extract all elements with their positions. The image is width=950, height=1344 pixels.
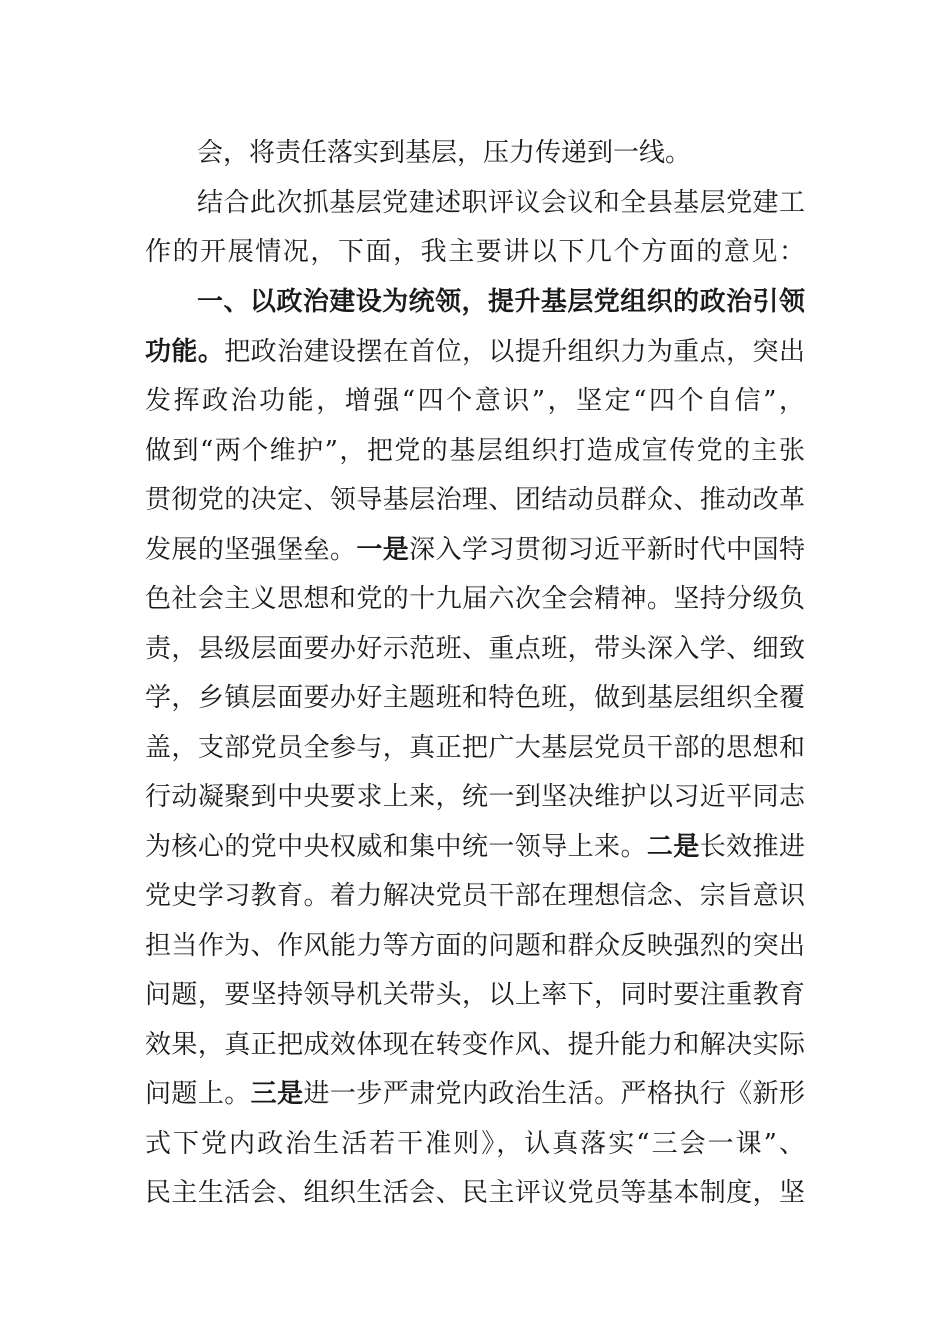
point-marker-two: 二是	[646, 832, 700, 862]
section-heading-line	[197, 282, 805, 322]
line-text: 盖，支部党员全参与，真正把广大基层党员干部的思想和	[145, 733, 805, 763]
text-line-2	[197, 183, 805, 223]
point-marker-three: 三是	[250, 1079, 304, 1109]
text-line-18	[145, 975, 805, 1015]
text-line-11	[145, 629, 805, 669]
line-text: 民主生活会、组织生活会、民主评议党员等基本制度，坚	[145, 1178, 805, 1208]
line-text: 贯彻党的决定、领导基层治理、团结动员群众、推动改革	[145, 485, 805, 515]
text-line-17	[145, 926, 805, 966]
text-line-14	[145, 777, 805, 817]
line-text: 会，将责任落实到基层，压力传递到一线。	[197, 138, 692, 168]
line-text: 行动凝聚到中央要求上来，统一到坚决维护以习近平同志	[145, 782, 805, 812]
line-text: 进一步严肃党内政治生活。严格执行《新形	[303, 1079, 805, 1109]
line-text: 把政治建设摆在首位，以提升组织力为重点，突出	[224, 337, 805, 367]
text-line-12	[145, 678, 805, 718]
line-text: 发挥政治功能，增强“四个意识”，坚定“四个自信”，	[145, 386, 805, 416]
text-line-22	[145, 1173, 805, 1213]
text-line-13	[145, 728, 805, 768]
line-text: 担当作为、作风能力等方面的问题和群众反映强烈的突出	[145, 931, 805, 961]
line-text: 式下党内政治生活若干准则》，认真落实“三会一课”、	[145, 1129, 805, 1159]
text-line-9	[145, 530, 805, 570]
text-line-7	[145, 431, 805, 471]
line-text: 为核心的党中央权威和集中统一领导上来。	[145, 832, 647, 862]
section-heading-end: 功能。	[145, 337, 225, 367]
line-text: 结合此次抓基层党建述职评议会议和全县基层党建工	[197, 188, 805, 218]
text-line-20	[145, 1074, 805, 1114]
line-text: 做到“两个维护”，把党的基层组织打造成宣传党的主张	[145, 436, 805, 466]
text-line-8	[145, 480, 805, 520]
line-text: 学，乡镇层面要办好主题班和特色班，做到基层组织全覆	[145, 683, 805, 713]
text-line-6	[145, 381, 805, 421]
line-text: 作的开展情况，下面，我主要讲以下几个方面的意见：	[145, 237, 805, 267]
text-line-21	[145, 1124, 805, 1164]
text-line-3	[145, 232, 805, 272]
line-text: 长效推进	[699, 832, 805, 862]
text-line-16	[145, 876, 805, 916]
point-marker-one: 一是	[356, 535, 410, 565]
line-text: 深入学习贯彻习近平新时代中国特	[409, 535, 805, 565]
text-line-19	[145, 1025, 805, 1065]
text-line-10	[145, 579, 805, 619]
text-line-5	[145, 332, 805, 372]
line-text: 问题，要坚持领导机关带头，以上率下，同时要注重教育	[145, 980, 805, 1010]
line-text: 色社会主义思想和党的十九届六次全会精神。坚持分级负	[145, 584, 805, 614]
section-heading: 一、以政治建设为统领，提升基层党组织的政治引领	[197, 287, 805, 317]
line-text: 责，县级层面要办好示范班、重点班，带头深入学、细致	[145, 634, 805, 664]
text-line-1	[197, 133, 805, 173]
text-line-15	[145, 827, 805, 867]
line-text: 党史学习教育。着力解决党员干部在理想信念、宗旨意识	[145, 881, 805, 911]
line-text: 问题上。	[145, 1079, 251, 1109]
line-text: 效果，真正把成效体现在转变作风、提升能力和解决实际	[145, 1030, 805, 1060]
line-text: 发展的坚强堡垒。	[145, 535, 357, 565]
